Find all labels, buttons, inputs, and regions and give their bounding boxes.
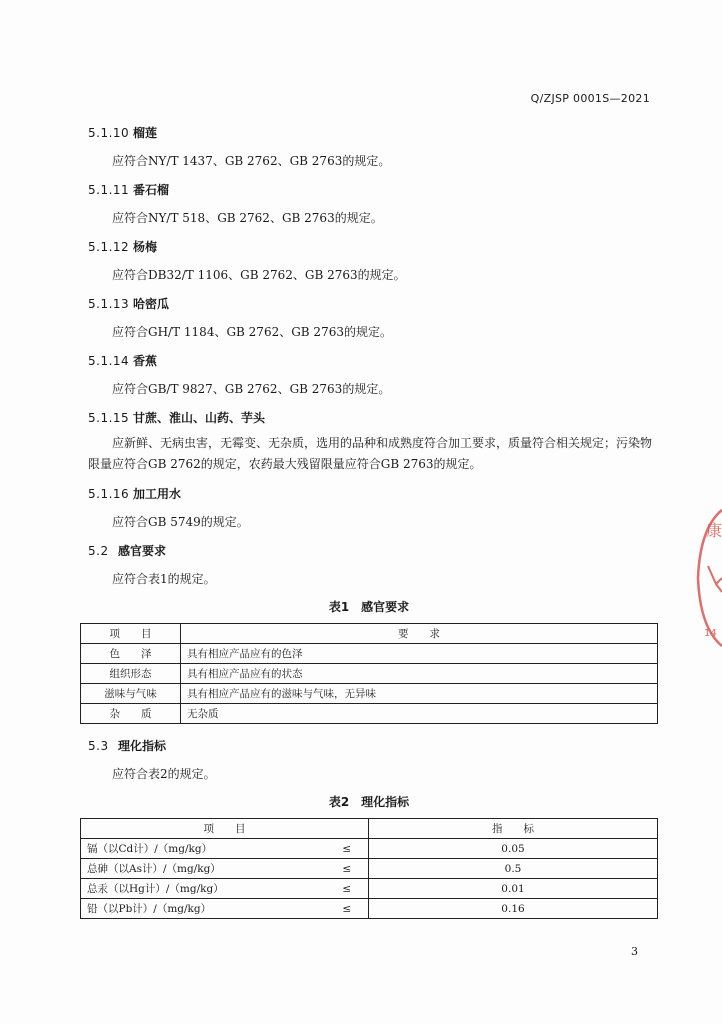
leq-symbol: ≤ — [326, 899, 369, 919]
section-number: 5.1.14 — [88, 354, 130, 368]
table-row — [81, 684, 658, 704]
table-cell: 组织形态 — [81, 664, 181, 684]
leq-symbol: ≤ — [326, 879, 369, 899]
section-number: 5.2 — [88, 544, 109, 558]
section-heading — [88, 542, 166, 559]
section-title: 理化指标 — [118, 739, 167, 753]
section-heading — [88, 409, 265, 426]
table-cell: 0.5 — [369, 859, 658, 879]
table-header-row — [81, 624, 658, 644]
svg-text:康: 康 — [706, 521, 722, 540]
physicochemical-indicators-table — [80, 818, 658, 919]
section-text: 应新鲜、无病虫害，无霉变、无杂质，选用的品种和成熟度符合加工要求，质量符合相关规定；污染物限量应符合GB 2762的规定，农药最大残留限量应符合GB 2763的规定。 — [88, 436, 653, 471]
table-row — [81, 879, 658, 899]
table-caption: 表1 感官要求 — [328, 600, 410, 614]
section-number: 5.1.11 — [88, 183, 130, 197]
leq-symbol: ≤ — [326, 859, 369, 879]
section-number: 5.1.13 — [88, 297, 130, 311]
section-text: 应符合表1的规定。 — [112, 572, 216, 586]
section-heading — [88, 181, 169, 198]
table-row — [81, 839, 658, 859]
table-cell: 具有相应产品应有的状态 — [181, 664, 658, 684]
section-text: 应符合GB/T 9827、GB 2762、GB 2763的规定。 — [112, 382, 391, 396]
table-cell: 杂 质 — [81, 704, 181, 724]
table-cell: 0.05 — [369, 839, 658, 859]
section-text: 应符合NY/T 1437、GB 2762、GB 2763的规定。 — [112, 154, 391, 168]
table-cell: 0.01 — [369, 879, 658, 899]
section-number: 5.1.10 — [88, 126, 130, 140]
section-title: 香蕉 — [133, 354, 158, 368]
section-heading — [88, 124, 157, 141]
table-caption: 表2 理化指标 — [328, 795, 410, 809]
table-cell: 0.16 — [369, 899, 658, 919]
table-header-row — [81, 819, 658, 839]
document-code: Q/ZJSP 0001S—2021 — [530, 92, 650, 105]
table-row — [81, 899, 658, 919]
section-title: 杨梅 — [133, 240, 158, 254]
section-text: 应符合NY/T 518、GB 2762、GB 2763的规定。 — [112, 211, 383, 225]
section-title: 感官要求 — [118, 544, 167, 558]
table-header-cell: 项 目 — [81, 624, 181, 644]
seal-stamp — [696, 508, 722, 648]
section-title: 加工用水 — [133, 487, 182, 501]
table-cell: 滋味与气味 — [81, 684, 181, 704]
section-heading — [88, 238, 157, 255]
table-cell: 具有相应产品应有的滋味与气味，无异味 — [181, 684, 658, 704]
section-number: 5.3 — [88, 739, 109, 753]
table-row — [81, 859, 658, 879]
table-row — [81, 664, 658, 684]
page-number: 3 — [631, 945, 638, 958]
section-title: 榴莲 — [133, 126, 158, 140]
table-cell: 镉（以Cd计）/（mg/kg） — [81, 839, 326, 859]
section-heading — [88, 485, 181, 502]
svg-text:14: 14 — [704, 628, 717, 639]
table-header-cell: 项 目 — [81, 819, 369, 839]
table-cell: 铅（以Pb计）/（mg/kg） — [81, 899, 326, 919]
section-text: 应符合DB32/T 1106、GB 2762、GB 2763的规定。 — [112, 268, 406, 282]
table-cell: 色 泽 — [81, 644, 181, 664]
table-cell: 总汞（以Hg计）/（mg/kg） — [81, 879, 326, 899]
section-title: 番石榴 — [133, 183, 170, 197]
section-heading — [88, 352, 157, 369]
leq-symbol: ≤ — [326, 839, 369, 859]
section-heading — [88, 295, 169, 312]
sensory-requirements-table — [80, 623, 658, 724]
section-heading — [88, 737, 166, 754]
section-text: 应符合GB 5749的规定。 — [112, 515, 249, 529]
section-number: 5.1.16 — [88, 487, 130, 501]
table-cell: 总砷（以As计）/（mg/kg） — [81, 859, 326, 879]
table-row — [81, 644, 658, 664]
table-header-cell: 指 标 — [369, 819, 658, 839]
section-number: 5.1.15 — [88, 411, 130, 425]
section-text: 应符合GH/T 1184、GB 2762、GB 2763的规定。 — [112, 325, 392, 339]
section-number: 5.1.12 — [88, 240, 130, 254]
table-header-cell: 要 求 — [181, 624, 658, 644]
table-cell: 具有相应产品应有的色泽 — [181, 644, 658, 664]
table-row — [81, 704, 658, 724]
table-cell: 无杂质 — [181, 704, 658, 724]
section-text: 应符合表2的规定。 — [112, 767, 216, 781]
section-title: 甘蔗、淮山、山药、芋头 — [133, 411, 266, 425]
section-title: 哈密瓜 — [133, 297, 170, 311]
